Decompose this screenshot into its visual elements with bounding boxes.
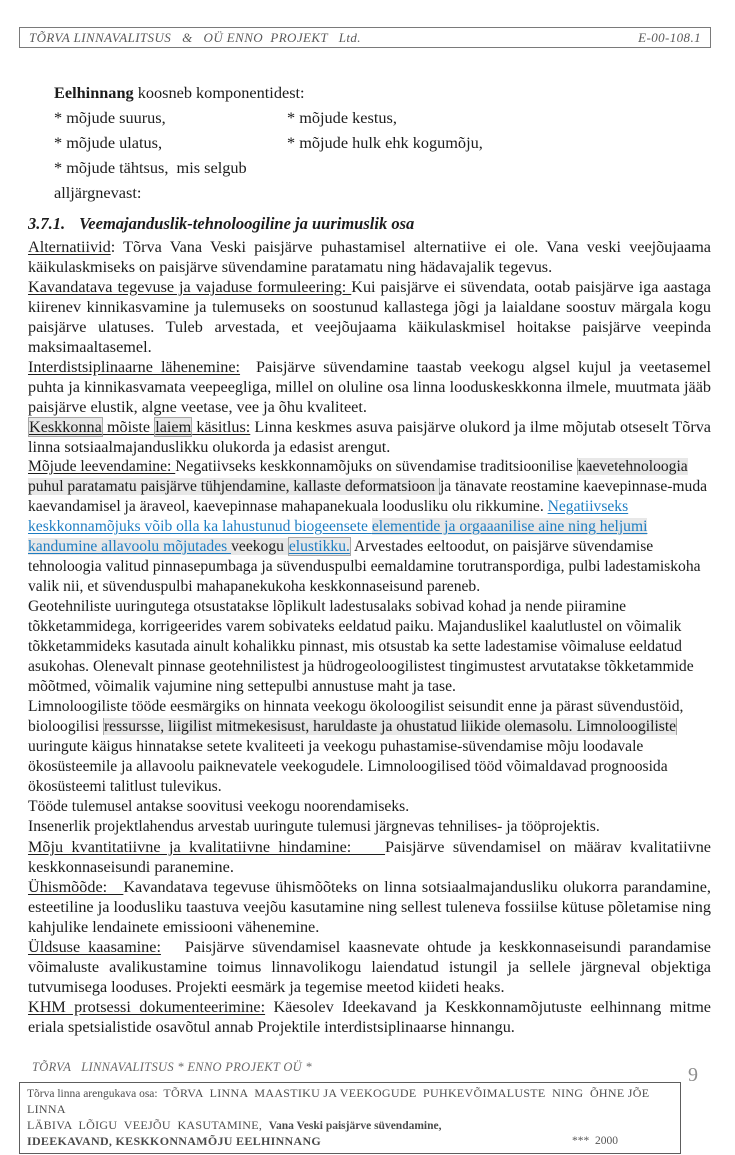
paragraph-text: Tööde tulemusel antakse soovitusi veekogu noorendamiseks.	[28, 798, 410, 815]
intro-lead-line	[54, 80, 711, 105]
paragraph-uhismoode	[28, 877, 711, 937]
paragraph-text: uuringute käigus hinnatakse setete kvaliteeti ja veekogu puhastamise-süvendamise mõju loodavale ökosüsteemile ja allavoolu paiknevatele veekogudele. Limnoloogilised tööd võimaldavad prognoosida ökosüsteemi talitlust tulevikus.	[28, 738, 668, 795]
paragraph-text: Linna keskmes asuva paisjärve olukord ja ilme mõjutab otseselt Tõrva linna sotsiaalmajanduslikku olukorda ja edasist arengut.	[28, 418, 711, 456]
highlighted-text: ressursse, liigilist mitmekesisust, haruldaste ja ohustatud liikide olemasolu. Limnoloogiliste	[103, 718, 677, 735]
list-item	[54, 105, 711, 130]
blue-highlighted-text: elustikku.	[288, 538, 350, 555]
paragraph-lead: Mõju kvantitatiivne ja kvalitatiivne hindamine:	[28, 838, 386, 856]
paragraph-geotehnilised	[28, 597, 711, 697]
header-doc-number: E-00-108.1	[638, 29, 701, 45]
paragraph-text: ja tänavate reostamine kaevepinnase-muda kaevandamisel ja äraveol, kaevepinnase mahapanekuala loodusliku olu rikkumine.	[28, 478, 708, 515]
paragraph-mojude-leevendamine	[28, 457, 711, 597]
intro-lead-bold: Eelhinnang	[54, 83, 134, 102]
intro-lead-rest: koosneb komponentidest:	[133, 83, 305, 102]
list-item-col1: * mõjude suurus,	[54, 108, 166, 127]
footer-title-caps: TÕRVA LINNA MAASTIKU JA VEEKOGUDE PUHKEVÕIMALUSTE NING ÕHNE JÕE LINNA	[27, 1086, 653, 1116]
list-item	[54, 130, 711, 155]
footer-doc-type-bold: IDEEKAVAND, KESKKONNAMÕJU EELHINNANG	[27, 1134, 322, 1148]
paragraph-text: Arvestades eeltoodut, on paisjärve süvendamise tehnoloogia valitud pinnasepumbaga ja süvenduspulbi eemaldamine torutranspordiga, pulbi ladestamiskoha valik nii, et süvenduspulbi mahapanekukoha keskkonnaseisund pareneb.	[28, 538, 701, 595]
paragraph-lead: Interdistsiplinaarne lähenemine:	[28, 358, 241, 376]
section-title: Veemajanduslik-tehnoloogiline ja uurimuslik osa	[79, 214, 415, 233]
list-item	[54, 155, 711, 205]
paragraph-text: Negatiivseks keskkonnamõjuks on süvendamise traditsioonilise	[175, 458, 577, 475]
paragraph-text: : Tõrva Vana Veski paisjärve puhastamisel alternatiive ei ole. Vana veski veejõujaama käikulaskmiseks on paisjärve süvendamine paratamatu ning hädavajalik tegevus.	[28, 238, 711, 276]
highlighted-text: veekogu	[231, 538, 288, 555]
page-number: 9	[688, 1064, 698, 1086]
footer-imprint: TÕRVA LINNAVALITSUS * ENNO PROJEKT OÜ *	[32, 1060, 312, 1074]
footer-box-line3	[27, 1134, 673, 1149]
paragraph-text: Geotehniliste uuringutega otsustatakse lõplikult ladestusalaks sobivad kohad ja nende piiramine tõkketammidega, korrigeerides varem sobivateks eeldatud paiku. Majanduslikel kaalutlustel on võimalik tõkketammideks kasutada ainult kohalikku pinnast, mis otsustab ka sette ladestamise võimaluse eeldatud asukohas. Olenevalt pinnase geotehnilistest ja hüdrogeoloogilistest tingimustest arvutatakse tõkketammide mõõtmed, võimalik vajumine ning settepulbi annustuse maht ja tase.	[28, 598, 694, 695]
footer-label: Tõrva linna arengukava osa:	[27, 1088, 164, 1100]
paragraph-interdistsiplinaarne	[28, 357, 711, 417]
paragraph-text: Käesolev Ideekavand ja Keskkonnamõjutuste eelhinnang mitme eriala spetsialistide osavõtul annab Projektile interdistsiplinaarse hinnangu.	[28, 998, 711, 1036]
blue-underlined-text: Negatiivseks keskkonnamõjuks võib olla ka lahustunud biogeensete	[28, 498, 629, 535]
footer-box-line2	[27, 1118, 673, 1134]
footer-box-line1	[27, 1086, 673, 1118]
paragraph-khm-dokumenteerimine	[28, 997, 711, 1037]
paragraph-lead: Üldsuse kaasamine:	[28, 938, 161, 956]
paragraph-lead: Kavandatava tegevuse ja vajaduse formuleering:	[28, 278, 352, 296]
paragraph-insenerlik	[28, 817, 711, 837]
footer-box	[19, 1082, 681, 1154]
paragraph-uldsuse-kaasamine	[28, 937, 711, 997]
list-item-col1: * mõjude tähtsus, mis selgub alljärgnevast:	[54, 158, 251, 202]
paragraph-text: Paisjärve süvendamine taastab veekogu algsel kujul ja veetasemel puhta ja kinnikasvamata veepeegliga, millel on oluline osa linna looduskeskkonna ilmele, muutmata jääb paisjärve elustik, algne veetase, vee ja õhu kvaliteet.	[28, 358, 711, 416]
blue-highlighted-text: elementide ja orgaaanilise aine ning heljumi kandumine allavoolu mõjutades	[28, 518, 648, 555]
footer-title-caps: LÄBIVA LÕIGU VEEJÕU KASUTAMINE,	[27, 1118, 269, 1132]
paragraph-lead: Ühismõõde:	[28, 878, 124, 896]
paragraph-alternatiivid	[28, 237, 711, 277]
paragraph-text: Paisjärve süvendamisel kaasnevate ohtude ja keskkonnaseisundi parandamise võimaluste avalikustamine toimus linnavolikogu laiendatud istungil ja sellele järgneval objektiga tutvumisega looduses. Projekti eesmärk ja tegemise meetod kiideti heaks.	[28, 938, 711, 996]
paragraph-text: Paisjärve süvendamisel on määrav kvalitatiivne keskkonnaseisundi paranemine.	[28, 838, 711, 876]
section-heading	[28, 213, 711, 235]
paragraph-text: Limnoloogiliste tööde eesmärgiks on hinnata veekogu ökoloogilist seisundit enne ja pärast süvendustöid, bioloogilisi	[28, 698, 684, 735]
footer-subtitle-bold: Vana Veski paisjärve süvendamine,	[268, 1120, 442, 1132]
highlighted-lead-word: laiem	[155, 418, 192, 436]
paragraph-lead: käsitlus:	[192, 418, 251, 436]
paragraph-lead: Mõjude leevendamine:	[28, 458, 176, 475]
list-item-col1: * mõjude ulatus,	[54, 133, 163, 152]
footer-year: *** 2000	[572, 1135, 618, 1147]
paragraph-lead: KHM protsessi dokumenteerimine:	[28, 998, 266, 1016]
highlighted-lead-word: Keskkonna	[29, 418, 102, 436]
document-body	[28, 80, 711, 1058]
paragraph-lead: Alternatiivid	[28, 238, 111, 256]
list-item-col2: * mõjude kestus,	[287, 108, 397, 127]
paragraph-limnoloogilised	[28, 697, 711, 797]
paragraph-kavandatava	[28, 277, 711, 357]
paragraph-text: Insenerlik projektlahendus arvestab uuringute tulemusi järgnevas tehnilises- ja tööprojektis.	[28, 818, 600, 835]
list-item-col2: * mõjude hulk ehk kogumõju,	[287, 133, 483, 152]
header-organization: TÕRVA LINNAVALITSUS & OÜ ENNO PROJEKT Ltd.	[29, 29, 361, 45]
page-header	[19, 27, 711, 48]
paragraph-text: Kui paisjärve ei süvendata, ootab paisjärve iga aastaga kiirenev kinnikasvamine ja tulemuseks on soostunud kallastega jõgi ja laialdane soostuv märgala kogu paisjärve ulatuses. Tuleb arvestada, et veejõujaama käikulaskmisel hoitakse paisjärve veepinda maksimaaltasemel.	[28, 278, 711, 356]
section-number: 3.7.1.	[28, 214, 66, 233]
paragraph-lead: mõiste	[102, 418, 155, 436]
paragraph-moju-hindamine	[28, 837, 711, 877]
paragraph-toode-tulemusel	[28, 797, 711, 817]
highlighted-text: kaevetehnoloogia puhul paratamatu paisjärve tühjendamine, kallaste deformatsioon	[28, 458, 688, 495]
paragraph-keskkonna-moiste	[28, 417, 711, 457]
paragraph-text: Kavandatava tegevuse ühismõõteks on linna sotsiaalmajandusliku olukorra parandamine, esteetiline ja loodusliku taastuva veejõu kasutamine ning sellest tuleneva fossiilse kütuse põletamise ning kahjulike lendainete emissiooni vähenemine.	[28, 878, 711, 936]
intro-block	[54, 80, 711, 205]
